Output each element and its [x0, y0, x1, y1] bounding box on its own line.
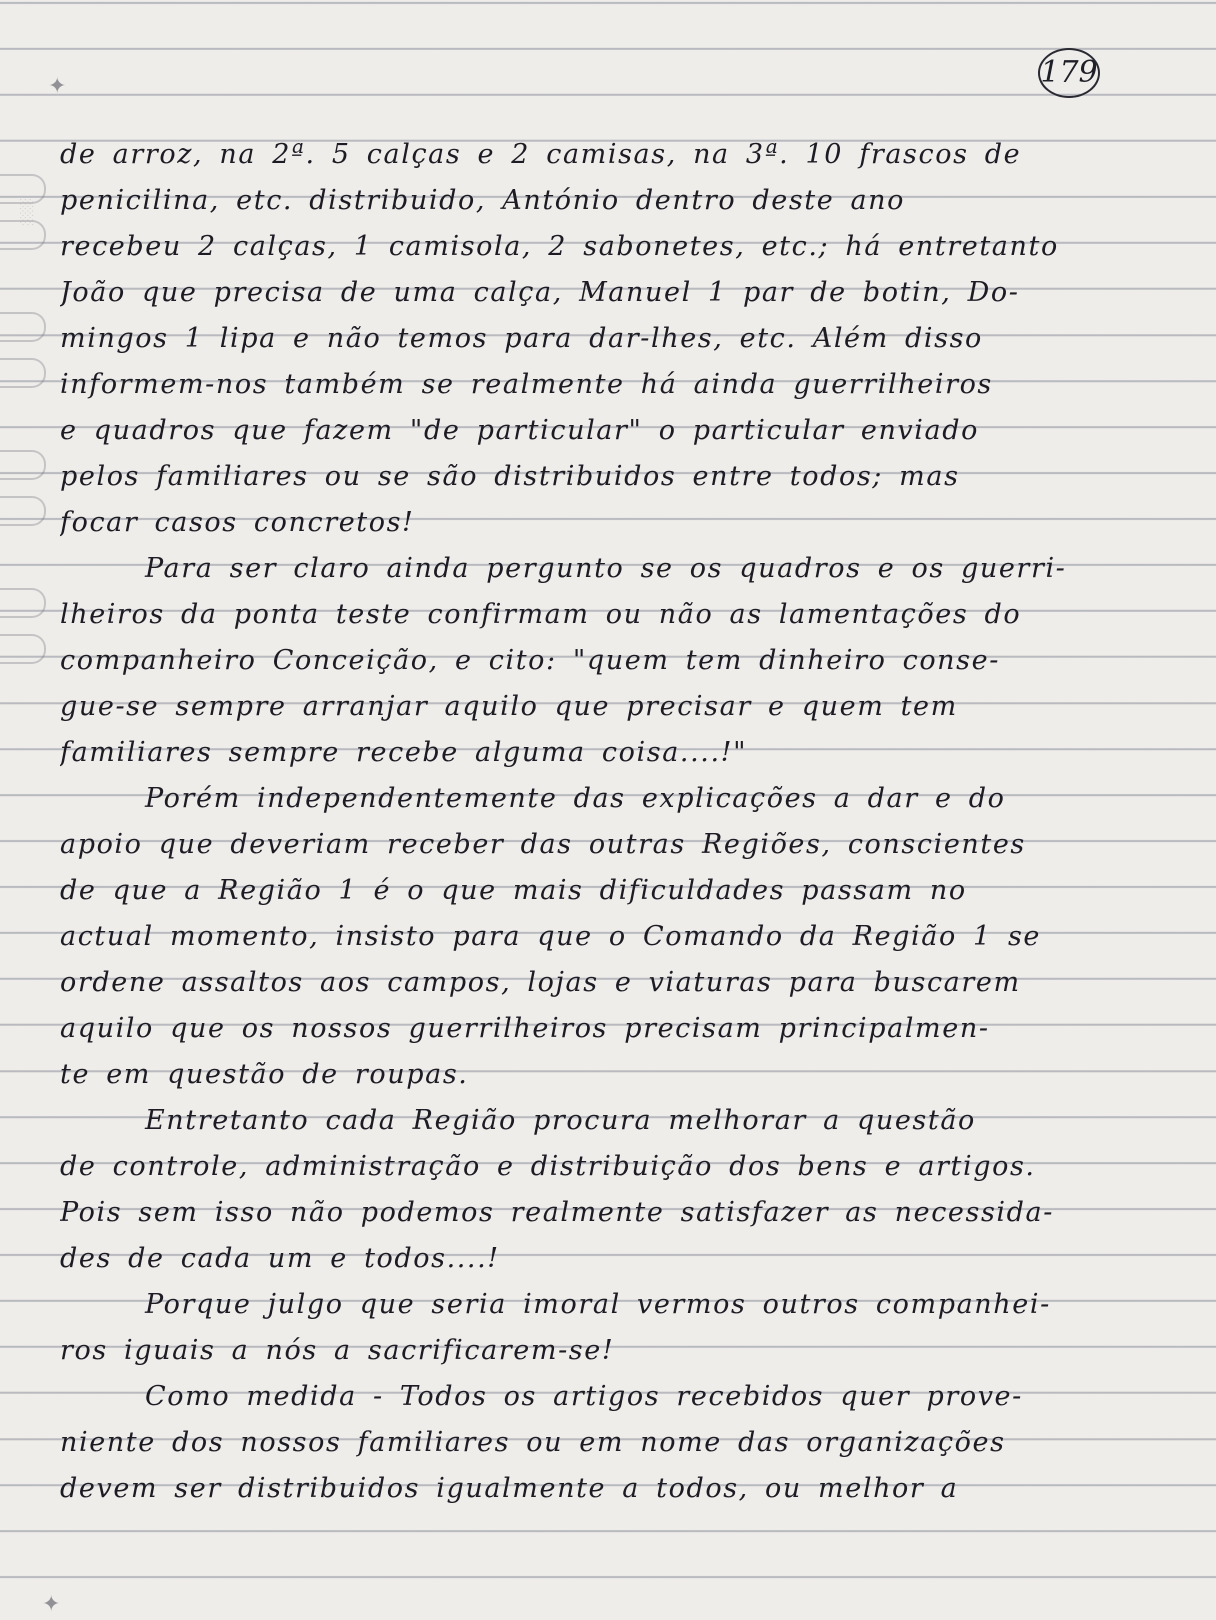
ink-smudge: ✦ — [48, 74, 67, 99]
text-line: de controle, administração e distribuição dos bens e artigos. — [60, 1151, 1036, 1182]
text-line: e quadros que fazem "de particular" o particular enviado — [60, 415, 979, 446]
text-line: penicilina, etc. distribuido, António dentro deste ano — [60, 185, 906, 216]
text-line: actual momento, insisto para que o Comando da Região 1 se — [60, 921, 1042, 952]
show-through-texture: ░ — [20, 200, 35, 227]
text-line: aquilo que os nossos guerrilheiros precisam principalmen- — [60, 1013, 990, 1044]
text-line: Porque julgo que seria imoral vermos outros companhei- — [145, 1289, 1051, 1320]
text-line: Pois sem isso não podemos realmente satisfazer as necessida- — [60, 1197, 1054, 1228]
text-line: Para ser claro ainda pergunto se os quadros e os guerri- — [145, 553, 1067, 584]
text-line: te em questão de roupas. — [60, 1059, 469, 1090]
text-line: Entretanto cada Região procura melhorar a questão — [145, 1105, 976, 1136]
text-line: familiares sempre recebe alguma coisa....!" — [60, 737, 748, 768]
text-line: recebeu 2 calças, 1 camisola, 2 sabonetes, etc.; há entretanto — [60, 231, 1059, 262]
text-line: de que a Região 1 é o que mais dificuldades passam no — [60, 875, 967, 906]
text-line: devem ser distribuidos igualmente a todos, ou melhor a — [60, 1473, 959, 1504]
ink-smudge: ✦ — [42, 1592, 61, 1617]
text-line: ordene assaltos aos campos, lojas e viaturas para buscarem — [60, 967, 1021, 998]
text-line: focar casos concretos! — [60, 507, 415, 538]
text-line: lheiros da ponta teste confirmam ou não as lamentações do — [60, 599, 1022, 630]
text-line: informem-nos também se realmente há ainda guerrilheiros — [60, 369, 993, 400]
text-line: ros iguais a nós a sacrificarem-se! — [60, 1335, 615, 1366]
text-line: pelos familiares ou se são distribuidos entre todos; mas — [60, 461, 960, 492]
text-line: des de cada um e todos....! — [60, 1243, 500, 1274]
text-line: niente dos nossos familiares ou em nome das organizações — [60, 1427, 1006, 1458]
page-number: 179 — [1038, 48, 1100, 98]
text-line: Como medida - Todos os artigos recebidos quer prove- — [145, 1381, 1023, 1412]
text-line: mingos 1 lipa e não temos para dar-lhes, etc. Além disso — [60, 323, 983, 354]
text-line: Porém independentemente das explicações a dar e do — [145, 783, 1006, 814]
text-line: de arroz, na 2ª. 5 calças e 2 camisas, na 3ª. 10 frascos de — [60, 139, 1022, 170]
text-line: gue-se sempre arranjar aquilo que precisar e quem tem — [60, 691, 958, 722]
text-line: apoio que deveriam receber das outras Regiões, conscientes — [60, 829, 1026, 860]
handwritten-text — [60, 132, 1150, 1512]
text-line: João que precisa de uma calça, Manuel 1 par de botin, Do- — [60, 277, 1020, 308]
page-margin — [0, 140, 50, 1540]
text-line: companheiro Conceição, e cito: "quem tem dinheiro conse- — [60, 645, 1000, 676]
